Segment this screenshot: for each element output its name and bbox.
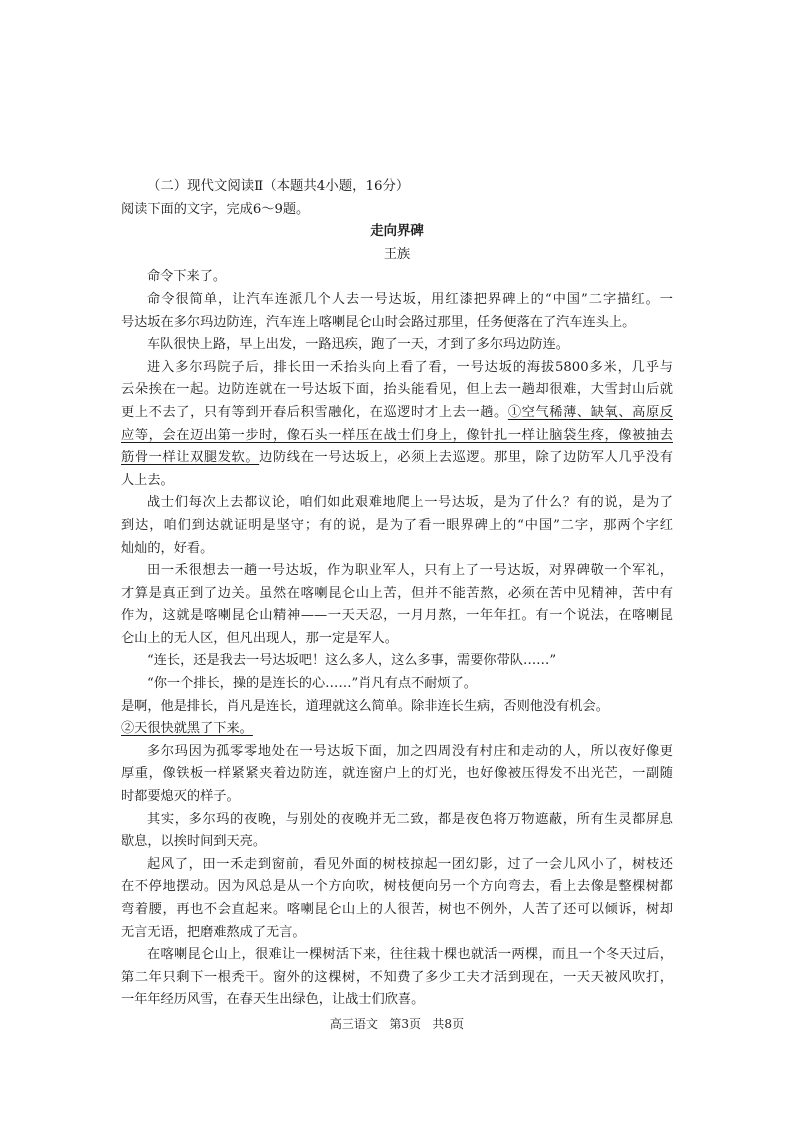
paragraph-line: 是啊，他是排长，肖凡是连长，道理就这么简单。除非连长生病，否则他没有机会。 bbox=[121, 698, 609, 714]
paragraph-6 bbox=[121, 560, 673, 650]
paragraph-line: 第二年只剩下一根秃干。窗外的这棵树，不知费了多少工夫才活到现在，一天天被风吹打， bbox=[121, 969, 673, 985]
paragraph-line: 命令下来了。 bbox=[147, 269, 227, 285]
paragraph-line: 作为，这就是喀喇昆仑山精神——一天天忍，一月月熬，一年年扛。有一个说法，在喀喇昆 bbox=[121, 608, 673, 624]
paragraph-line: 云朵挨在一起。边防连就在一号达坂下面，抬头能看见，但上去一趟却很难，大雪封山后就 bbox=[121, 382, 673, 398]
paragraph-line: 一年年经历风雪，在春天生出绿色，让战士们欣喜。 bbox=[121, 992, 425, 1008]
paragraph-line: 歇息，以挨时间到天亮。 bbox=[121, 834, 267, 850]
underlined-sentence-1-cont: 应等，会在迈出第一步时，像石头一样压在战士们身上，像针扎一样让脑袋生疼，像被抽去 bbox=[121, 427, 673, 443]
underlined-sentence-2: ②天很快就黑了下来。 bbox=[121, 721, 253, 737]
paragraph-10 bbox=[121, 718, 673, 741]
page-footer: 高三语文 第3页 共8页 bbox=[329, 1017, 465, 1031]
paragraph-line: 仑山上的无人区，但凡出现人，那一定是军人。 bbox=[121, 630, 398, 646]
dialogue-line: “你一个排长，操的是连长的心……”肖凡有点不耐烦了。 bbox=[147, 676, 477, 692]
paragraph-5 bbox=[121, 492, 673, 560]
paragraph-line: 多尔玛因为孤零零地处在一号达坂下面，加之四周没有村庄和走动的人，所以夜好像更 bbox=[147, 743, 673, 759]
paragraph-8 bbox=[121, 673, 673, 696]
paragraph-14 bbox=[121, 944, 673, 1012]
paragraph-2 bbox=[121, 289, 673, 334]
paragraph-11 bbox=[121, 741, 673, 809]
paragraph-line: 车队很快上路，早上出发，一路迅疾，跑了一天，才到了多尔玛边防连。 bbox=[147, 337, 569, 353]
paragraph-text: 更上不去了，只有等到开春后积雪融化，在巡逻时才上去一趟。 bbox=[121, 404, 508, 420]
paragraph-3 bbox=[121, 334, 673, 357]
paragraph-line: 进入多尔玛院子后，排长田一禾抬头向上看了看，一号达坂的海拔5800多米，几乎与 bbox=[147, 359, 673, 375]
paragraph-line: 弯着腰，再也不会直起来。喀喇昆仑山上的人很苦，树也不例外，人苦了还可以倾诉，树却 bbox=[121, 902, 673, 917]
paragraph-line: 人上去。 bbox=[121, 472, 174, 488]
reading-section bbox=[121, 176, 673, 1012]
paragraph-13 bbox=[121, 854, 673, 944]
paragraph-7 bbox=[121, 650, 673, 673]
paragraph-line: 田一禾很想去一趟一号达坂，作为职业军人，只有上了一号达坂，对界碑敬一个军礼， bbox=[147, 563, 673, 579]
paragraph-line: 无言无语，把磨难熬成了无言。 bbox=[121, 924, 306, 940]
article-title: 走向界碑 bbox=[370, 224, 424, 240]
paragraph-line bbox=[121, 402, 673, 425]
paragraph-line: 厚重，像铁板一样紧紧夹着边防连，就连窗户上的灯光，也好像被压得发不出光芒，一副随 bbox=[121, 766, 673, 782]
paragraph-text: 边防线在一号达坂上，必须上去巡逻。那里，除了边防军人几乎没有 bbox=[259, 450, 673, 466]
instruction: 阅读下面的文字，完成6～9题。 bbox=[121, 201, 310, 217]
paragraph-line: 战士们每次上去都议论，咱们如此艰难地爬上一号达坂，是为了什么？有的说，是为了 bbox=[147, 495, 673, 511]
underlined-sentence-1: ①空气稀薄、缺氧、高原反 bbox=[507, 404, 673, 420]
paragraph-line bbox=[121, 447, 673, 470]
paragraph-4 bbox=[121, 357, 673, 493]
paragraph-line: 在不停地摆动。因为风总是从一个方向吹，树枝便向另一个方向弯去，看上去像是整棵树都 bbox=[121, 879, 673, 895]
paragraph-9 bbox=[121, 696, 673, 719]
paragraph-line: 灿灿的，好看。 bbox=[121, 540, 214, 556]
paragraph-line: 到达，咱们到达就证明是坚守；有的说，是为了看一眼界碑上的“中国”二字，那两个字红 bbox=[121, 517, 673, 533]
dialogue-line: “连长，还是我去一号达坂吧！这么多人，这么多事，需要你带队……” bbox=[147, 653, 557, 669]
paragraph-line: 时都要熄灭的样子。 bbox=[121, 789, 240, 805]
paragraph-line: 在喀喇昆仑山上，很难让一棵树活下来，往往栽十棵也就活一两棵，而且一个冬天过后， bbox=[147, 947, 673, 963]
paragraph-12 bbox=[121, 809, 673, 854]
paragraph-line: 命令很简单，让汽车连派几个人去一号达坂，用红漆把界碑上的“中国”二字描红。一 bbox=[147, 291, 673, 307]
article-author: 王族 bbox=[383, 246, 411, 262]
section-heading: （二）现代文阅读Ⅱ（本题共4小题，16分） bbox=[147, 179, 410, 194]
underlined-sentence-1-end: 筋骨一样让双腿发软。 bbox=[121, 450, 260, 466]
paragraph-line: 才算是真正到了边关。虽然在喀喇昆仑山上苦，但并不能苦熬，必须在苦中见精神，苦中有 bbox=[121, 585, 673, 601]
paragraph-line: 起风了，田一禾走到窗前，看见外面的树枝掠起一团幻影，过了一会儿风小了，树枝还 bbox=[147, 856, 673, 872]
paragraph-line: 号达坂在多尔玛边防连，汽车连上喀喇昆仑山时会路过那里，任务便落在了汽车连头上。 bbox=[121, 314, 636, 330]
paragraph-line: 其实，多尔玛的夜晚，与别处的夜晚并无二致，都是夜色将万物遮蔽，所有生灵都屏息 bbox=[147, 811, 673, 827]
paragraph-1 bbox=[121, 266, 673, 289]
